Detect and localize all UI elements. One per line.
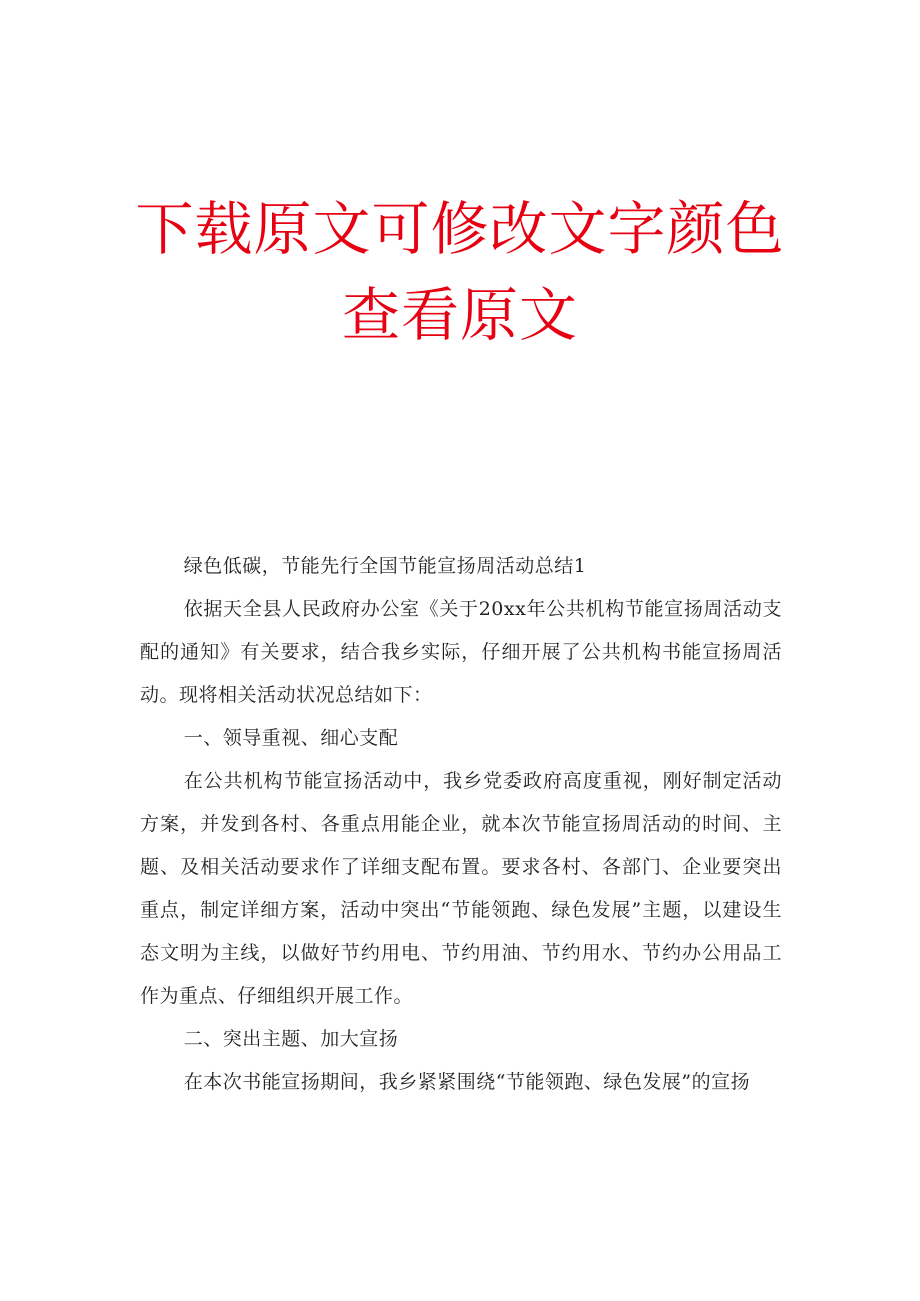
document-title: 绿色低碳，节能先行全国节能宣扬周活动总结1 (183, 555, 587, 577)
document-body (140, 545, 782, 1104)
download-banner[interactable] (0, 186, 920, 358)
section-1-heading: 一、领导重视、细心支配 (183, 727, 399, 749)
banner-line-1[interactable]: 下载原文可修改文字颜色 (135, 195, 785, 263)
section-2-paragraph: 在本次书能宣扬期间，我乡紧紧围绕“节能领跑、绿色发展”的宣扬 (183, 1071, 751, 1093)
banner-line-2[interactable]: 查看原文 (341, 281, 578, 349)
intro-paragraph: 依据天全县人民政府办公室《关于20xx年公共机构节能宣扬周活动支配的通知》有关要求，结合我乡实际，仔细开展了公共机构书能宣扬周活动。现将相关活动状况总结如下： (140, 598, 782, 706)
section-2-heading: 二、突出主题、加大宣扬 (183, 1028, 399, 1050)
section-1-paragraph: 在公共机构节能宣扬活动中，我乡党委政府高度重视，刚好制定活动方案，并发到各村、各重点用能企业，就本次节能宣扬周活动的时间、主题、及相关活动要求作了详细支配布置。要求各村、各部门、企业要突出重点，制定详细方案，活动中突出“节能领跑、绿色发展”主题，以建设生态文明为主线，以做好节约用电、节约用油、节约用水、节约办公用品工作为重点、仔细组织开展工作。 (140, 770, 782, 1007)
